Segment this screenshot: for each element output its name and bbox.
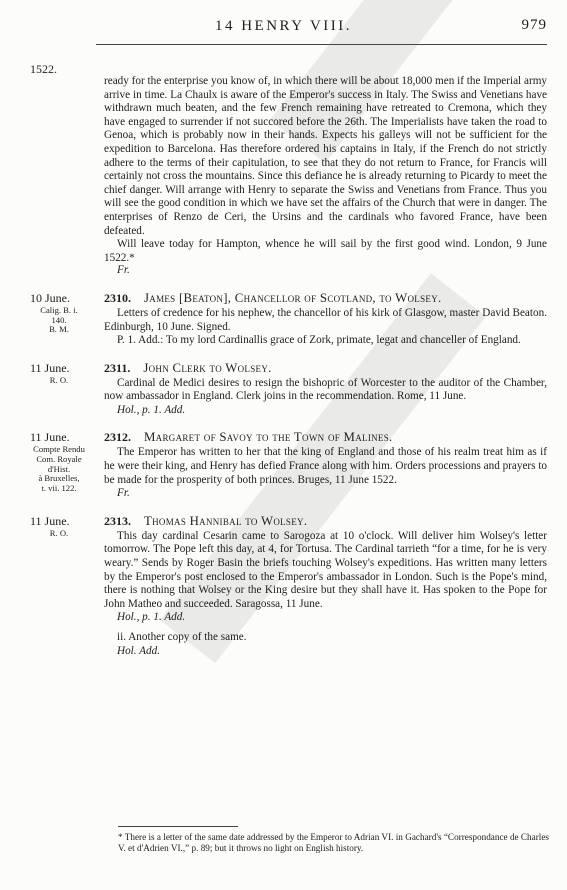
entry-number: 2310.	[104, 290, 131, 305]
entry-margin	[22, 431, 96, 493]
entry-title: James [Beaton], Chancellor of Scotland, to Wolsey.	[144, 290, 442, 305]
source-line: Calig. B. i.	[40, 304, 78, 315]
entry-margin	[22, 292, 96, 335]
entry-number: 2312.	[104, 430, 131, 445]
calendar-entry	[0, 290, 567, 348]
entry-date: 10 June.	[30, 290, 70, 305]
entry-title: John Clerk to Wolsey.	[143, 360, 272, 375]
docket-line: Fr.	[117, 487, 130, 500]
docket-line: Hol. Add.	[117, 644, 160, 657]
header-rule	[96, 44, 547, 45]
source-line: B. M.	[49, 324, 69, 335]
entry-heading	[104, 513, 567, 530]
source-line: d'Hist.	[47, 463, 71, 474]
page-header	[0, 18, 567, 40]
entry-number: 2311.	[104, 360, 131, 375]
margin-year: 1522.	[30, 62, 57, 76]
docket-line: Hol., p. 1. Add.	[117, 611, 186, 624]
body-paragraph: This day cardinal Cesarin came to Sarogoza at 10 o'clock. Will deliver him Wolsey's letter tomorrow. The Pope left this day, at 4, for Tortusa. The Cardinal tarrieth “for a time, for he is very weary.” Sends by Roger Basin the briefs touching Wolsey's expeditions. Has written many letters by the Emperor's post enclosed to the Emperor's ambassador in London. Such is the Pope's mind, there is nothing that Wolsey or the King desire but they shall have it. Has spoken to the Pope for John Matheo and succeeded. Saragossa, 11 June.	[104, 529, 547, 610]
entry-number: 2313.	[104, 513, 131, 528]
docket-line: Hol., p. 1. Add.	[117, 403, 186, 416]
source-line: Compte Rendu	[33, 444, 85, 455]
continuation-text	[0, 75, 567, 278]
entry-date: 11 June.	[30, 430, 70, 445]
page-number: 979	[521, 17, 547, 33]
entry-margin	[22, 515, 96, 539]
source-line: Com. Royale	[36, 454, 82, 465]
docket-line: Fr.	[117, 264, 130, 277]
source-line: à Bruxelles,	[38, 473, 80, 484]
source-line: R. O.	[49, 374, 69, 385]
footnote: * There is a letter of the same date addressed by the Emperor to Adrian VI. in Gachard's “Correspondance de Charles V. et d'Adrien VI.,” p. 89; but it throws no light on English history.	[118, 832, 549, 853]
body-paragraph: ready for the enterprise you know of, in which there will be about 18,000 men if the Imperial army arrive in time. La Chaulx is aware of the Emperor's success in Italy. The Swiss and Venetians have withdrawn much beaten, and the few French remaining have retreated to Cremona, which they have engaged to surrender if not succored before the 26th. The Imperialists have taken the road to Genoa, which is probably now in their hands. Expects his galleys will not be sufficient for the expedition to Barcelona. Has therefore ordered his captains in Italy, if the French do not strictly adhere to the terms of their capitulation, to see that they do not return to France, for Francis will certainly not cross the mountains. Since this defiance he is already returning to Picardy to meet the chief danger. Will arrange with Henry to separate the Swiss and Venetians from France. Thus you will see the good condition in which we have set the affairs of the Church that were in danger. The enterprises of Renzo de Ceri, the Ursins and the cardinals who favored France, have been defeated.	[104, 75, 547, 237]
body-paragraph: Letters of credence for his nephew, the chancellor of his kirk of Glasgow, master David Beaton. Edinburgh, 10 June. Signed.	[104, 306, 547, 333]
sub-paragraph: ii. Another copy of the same.	[117, 631, 247, 643]
running-title: 14 HENRY VIII.	[214, 18, 353, 34]
body-paragraph: Cardinal de Medici desires to resign the bishopric of Worcester to the auditor of the Chamber, now ambassador in England. Clerk joins in the recommendation. Rome, 11 June.	[104, 376, 547, 403]
calendar-entry	[0, 513, 567, 658]
entry-margin	[22, 362, 96, 386]
source-line: t. vii. 122.	[41, 482, 77, 493]
source-line: 140.	[51, 314, 67, 325]
body-paragraph: The Emperor has written to her that the king of England and those of his realm treat him as if he were their king, and Henry has defied France along with him. Orders processions and prayers to be made for the prosperity of both princes. Bruges, 11 June 1522.	[104, 446, 548, 486]
body-paragraph: P. 1. Add.: To my lord Cardinallis grace of Zork, primate, legat and chanceller of England.	[117, 334, 521, 347]
source-line: R. O.	[49, 527, 69, 538]
footnote-rule	[118, 826, 238, 827]
entry-title: Margaret of Savoy to the Town of Malines.	[144, 430, 393, 445]
page-content	[0, 75, 567, 658]
entry-date: 11 June.	[30, 513, 70, 528]
body-paragraph: Will leave today for Hampton, whence he will sail by the first good wind. London, 9 June 1522.*	[104, 238, 547, 264]
entry-title: Thomas Hannibal to Wolsey.	[144, 513, 308, 528]
entry-date: 11 June.	[30, 360, 70, 375]
calendar-entry	[0, 429, 567, 500]
entry-heading	[104, 290, 567, 307]
calendar-entry	[0, 360, 567, 418]
entry-heading	[104, 360, 567, 377]
entry-heading	[104, 429, 567, 446]
